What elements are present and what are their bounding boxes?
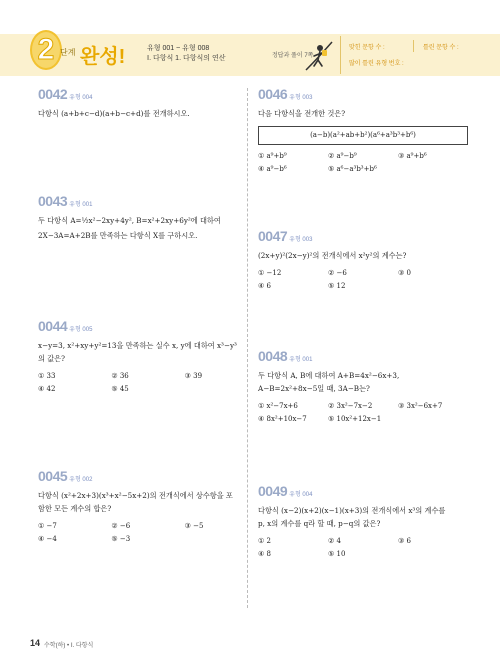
problem-text-line2: A−B=2x²+8x−5일 때, 3A−B는? <box>258 384 370 393</box>
choice-5[interactable]: ⑤ 10x²+12x−1 <box>328 415 382 423</box>
choice-1[interactable]: ① 2 <box>258 537 271 545</box>
choice-4[interactable]: ④ 42 <box>38 385 56 393</box>
problem-text: 다항식 (a+b+c−d)(a+b−c+d)를 전개하시오. <box>38 109 190 118</box>
choice-4[interactable]: ④ −4 <box>38 535 57 543</box>
stage-step-label: 단계 <box>60 48 76 57</box>
problem-text: 다음 다항식을 전개한 것은? <box>258 109 346 118</box>
wrong-types-label: 많이 틀린 유형 번호 : <box>349 61 404 67</box>
wrong-count-label: 틀린 문항 수 : <box>423 45 459 51</box>
problem-0043 <box>38 195 258 242</box>
problem-0047 <box>258 230 468 292</box>
problem-type: 유형 004 <box>69 95 93 101</box>
stage-number: 2 <box>37 33 55 66</box>
problem-type: 유형 003 <box>289 95 313 101</box>
problem-text: (2x+y)²(2x−y)²의 전개식에서 x²y²의 계수는? <box>258 251 407 260</box>
problem-0045 <box>38 470 258 545</box>
problem-number: 0043 <box>38 193 68 209</box>
choice-2[interactable]: ② −6 <box>328 269 347 277</box>
choice-4[interactable]: ④ a⁹−b⁶ <box>258 165 287 173</box>
book-section: 수학(하) • Ⅰ. 다항식 <box>44 643 94 649</box>
problem-number: 0045 <box>38 468 68 484</box>
choice-list <box>258 535 468 560</box>
choice-3[interactable]: ③ 3x²−6x+7 <box>398 402 443 410</box>
choice-3[interactable]: ③ 0 <box>398 269 411 277</box>
choice-list <box>258 400 468 425</box>
choice-5[interactable]: ⑤ 12 <box>328 282 346 290</box>
choice-1[interactable]: ① a⁹+b⁹ <box>258 152 287 160</box>
problem-0048 <box>258 350 468 425</box>
choice-2[interactable]: ② 3x²−7x−2 <box>328 402 373 410</box>
problem-0049 <box>258 485 468 560</box>
problem-number: 0047 <box>258 228 288 244</box>
choice-1[interactable]: ① x²−7x+6 <box>258 402 298 410</box>
choice-5[interactable]: ⑤ a⁶−a³b³+b⁶ <box>328 165 377 173</box>
problem-type: 유형 004 <box>289 492 313 498</box>
problem-text-line2: 함한 모든 계수의 합은? <box>38 504 112 513</box>
problem-text: 다항식 (x−2)(x+2)(x−1)(x+3)의 전개식에서 x³의 계수를 <box>258 506 446 515</box>
choice-1[interactable]: ① 33 <box>38 372 56 380</box>
choice-3[interactable]: ③ −5 <box>184 522 204 530</box>
tracker-separator <box>413 40 414 52</box>
expression-box: (a−b)(a²+ab+b²)(a⁶+a³b³+b⁶) <box>258 126 468 145</box>
score-tracker <box>340 36 470 74</box>
choice-4[interactable]: ④ 8 <box>258 550 271 558</box>
choice-list <box>38 370 258 395</box>
choice-2[interactable]: ② −6 <box>111 522 131 530</box>
stage-badge <box>30 30 62 70</box>
problem-text-line2: 2X−3A=A+2B를 만족하는 다항식 X를 구하시오. <box>38 231 198 240</box>
correct-count-label: 맞힌 문항 수 : <box>349 45 385 51</box>
page-header <box>0 0 500 80</box>
problem-type: 유형 001 <box>69 202 93 208</box>
choice-5[interactable]: ⑤ 45 <box>111 385 129 393</box>
choice-3[interactable]: ③ a⁹+b⁶ <box>398 152 427 160</box>
problem-text: x−y=3, x²+xy+y²=13을 만족하는 실수 x, y에 대하여 x³−y³ <box>38 341 237 350</box>
choice-5[interactable]: ⑤ −3 <box>111 535 131 543</box>
problem-text-line2: p, x의 계수를 q라 할 때, p−q의 값은? <box>258 519 381 528</box>
problem-number: 0042 <box>38 86 68 102</box>
problem-number: 0046 <box>258 86 288 102</box>
problem-type: 유형 001 <box>289 357 313 363</box>
problem-number: 0048 <box>258 348 288 364</box>
problem-text: 다항식 (x²+2x+3)(x³+x²−5x+2)의 전개식에서 상수항을 포 <box>38 491 233 500</box>
choice-list <box>258 267 468 292</box>
page-number: 14 <box>30 638 41 648</box>
choice-5[interactable]: ⑤ 10 <box>328 550 346 558</box>
problem-0042 <box>38 88 258 120</box>
choice-4[interactable]: ④ 6 <box>258 282 271 290</box>
choice-1[interactable]: ① −7 <box>38 522 57 530</box>
stage-title: 완성! <box>80 46 126 68</box>
problem-text: 두 다항식 A=½x²−2xy+4y², B=x²+2xy+6y²에 대하여 <box>38 216 221 225</box>
choice-4[interactable]: ④ 8x²+10x−7 <box>258 415 307 423</box>
problem-text: 두 다항식 A, B에 대하여 A+B=4x²−6x+3, <box>258 371 400 380</box>
problem-0046 <box>258 88 468 175</box>
problem-0044 <box>38 320 258 395</box>
unit-title: Ⅰ. 다항식 1. 다항식의 연산 <box>147 55 226 62</box>
problem-type: 유형 005 <box>69 327 93 333</box>
choice-list <box>38 520 258 545</box>
answer-reference: 정답과 풀이 7쪽 <box>272 53 314 59</box>
choice-2[interactable]: ② 4 <box>328 537 341 545</box>
choice-2[interactable]: ② 36 <box>111 372 129 380</box>
problem-text-line2: 의 값은? <box>38 354 65 363</box>
choice-3[interactable]: ③ 39 <box>184 372 203 380</box>
problem-type: 유형 003 <box>289 237 313 243</box>
problem-number: 0044 <box>38 318 68 334</box>
choice-1[interactable]: ① −12 <box>258 269 282 277</box>
type-range: 유형 001 ~ 유형 008 <box>147 45 210 52</box>
problem-type: 유형 002 <box>69 477 93 483</box>
choice-list <box>258 150 468 175</box>
choice-2[interactable]: ② a⁹−b⁹ <box>328 152 357 160</box>
choice-3[interactable]: ③ 6 <box>398 537 411 545</box>
climber-illustration <box>304 38 334 72</box>
problem-number: 0049 <box>258 483 288 499</box>
